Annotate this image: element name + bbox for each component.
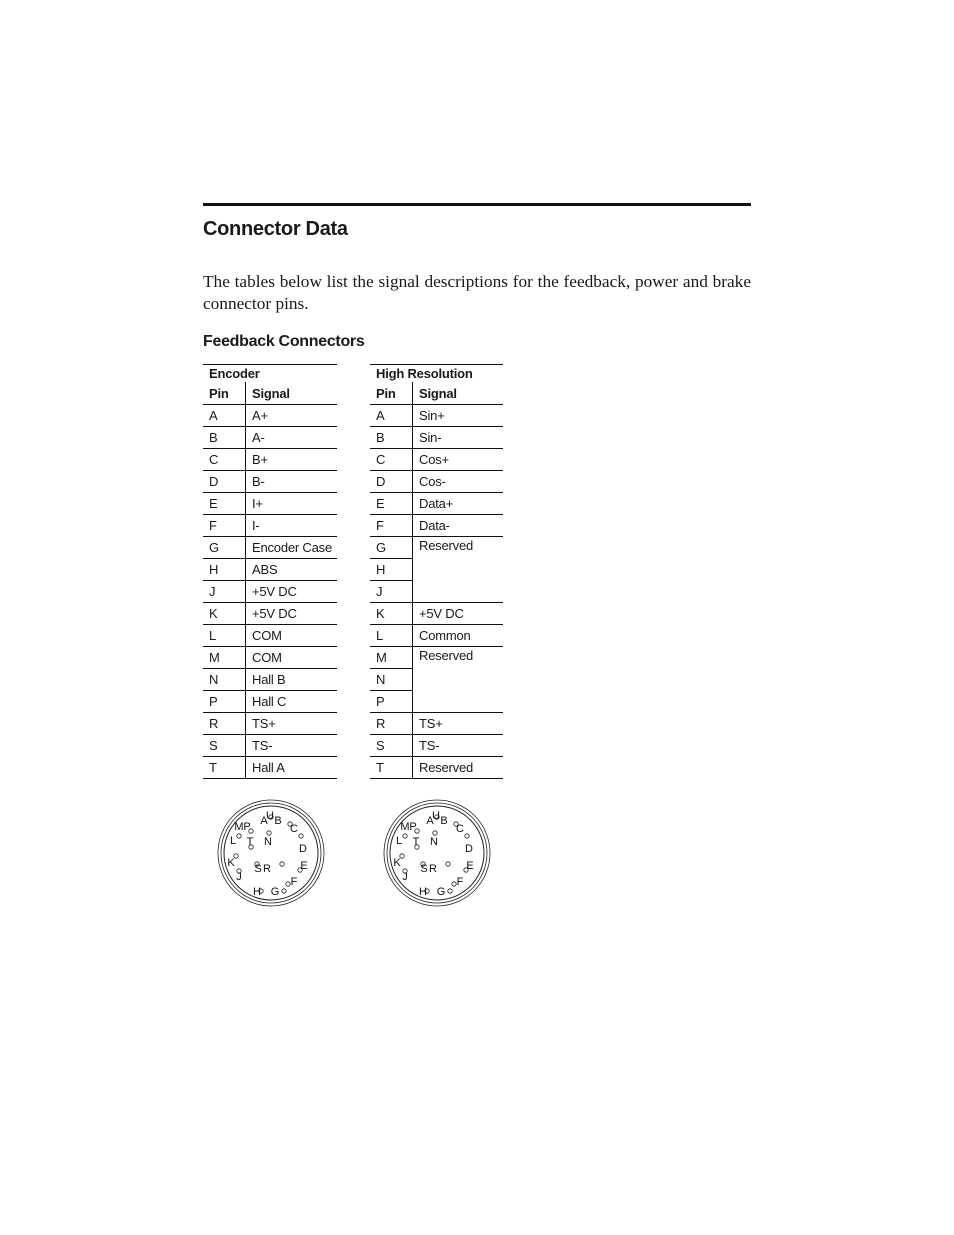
table-row — [203, 647, 337, 669]
signal-cell: COM — [246, 625, 338, 647]
connector-pin-label: C — [456, 823, 464, 835]
table-row — [370, 493, 503, 515]
pin-cell: T — [203, 757, 246, 779]
encoder-connector-diagram — [216, 798, 326, 908]
signal-cell: Data+ — [413, 493, 504, 515]
connector-pin-label: N — [430, 836, 438, 848]
connector-pin-socket — [267, 831, 271, 835]
pin-cell: F — [370, 515, 413, 537]
connector-pin-label: H — [419, 886, 427, 898]
connector-pin-socket — [237, 834, 241, 838]
signal-cell: Cos- — [413, 471, 504, 493]
connector-pin-label: H — [253, 886, 261, 898]
signal-cell: Reserved — [413, 757, 504, 779]
intro-paragraph: The tables below list the signal descriptions for the feedback, power and brake connector pins. — [203, 272, 751, 313]
signal-cell: TS+ — [413, 713, 504, 735]
pin-column-header: Pin — [370, 382, 413, 405]
signal-cell: ABS — [246, 559, 338, 581]
connector-pin-label: M — [400, 821, 410, 833]
signal-cell: TS- — [413, 735, 504, 757]
pin-cell: H — [203, 559, 246, 581]
high-resolution-connector-diagram — [382, 798, 492, 908]
connector-pin-label: G — [436, 886, 446, 898]
table-row — [203, 515, 337, 537]
signal-cell: +5V DC — [246, 603, 338, 625]
signal-cell: I- — [246, 515, 338, 537]
signal-cell: A+ — [246, 405, 338, 427]
connector-pin-label: E — [300, 860, 308, 872]
table-row — [203, 537, 337, 559]
connector-pin-label: C — [290, 823, 298, 835]
pin-cell: P — [203, 691, 246, 713]
table-row — [203, 581, 337, 603]
pin-cell: R — [370, 713, 413, 735]
pin-cell: P — [370, 691, 413, 713]
connector-pin-socket — [280, 862, 284, 866]
connector-pin-socket — [403, 834, 407, 838]
table-row — [370, 735, 503, 757]
connector-pin-socket — [452, 882, 456, 886]
table-row — [203, 449, 337, 471]
pin-cell: E — [203, 493, 246, 515]
high-resolution-pin-table — [370, 364, 503, 779]
connector-pin-label: A — [426, 815, 434, 827]
signal-cell: Encoder Case — [246, 537, 338, 559]
pin-cell: C — [370, 449, 413, 471]
table-row — [370, 427, 503, 449]
signal-cell: Sin- — [413, 427, 504, 449]
table-row — [203, 493, 337, 515]
table-row — [203, 471, 337, 493]
connector-pin-label: D — [465, 843, 473, 855]
table-row — [203, 735, 337, 757]
connector-pin-socket — [282, 889, 286, 893]
table-row — [370, 471, 503, 493]
connector-pin-label: E — [466, 860, 474, 872]
table-row — [370, 449, 503, 471]
table-row — [203, 427, 337, 449]
connector-pin-label: P — [409, 821, 417, 833]
signal-cell: TS- — [246, 735, 338, 757]
table-row — [203, 669, 337, 691]
table-row — [203, 691, 337, 713]
signal-cell: I+ — [246, 493, 338, 515]
pin-cell: K — [370, 603, 413, 625]
table-row — [203, 559, 337, 581]
pin-cell: N — [203, 669, 246, 691]
table-row — [370, 713, 503, 735]
connector-pin-label: B — [440, 815, 448, 827]
connector-pin-label: L — [229, 835, 237, 847]
signal-cell: Hall C — [246, 691, 338, 713]
connector-pin-label: J — [236, 871, 242, 883]
table-row — [203, 713, 337, 735]
table-row — [203, 405, 337, 427]
signal-cell: A- — [246, 427, 338, 449]
pin-cell: C — [203, 449, 246, 471]
table-row — [370, 515, 503, 537]
connector-pin-label: A — [260, 815, 268, 827]
pin-cell: J — [370, 581, 413, 603]
pin-cell: G — [203, 537, 246, 559]
table-row — [203, 603, 337, 625]
table-row — [370, 757, 503, 779]
connector-pin-label: K — [393, 857, 401, 869]
table-row — [370, 647, 503, 669]
connector-pin-label: U — [266, 810, 274, 822]
signal-cell: Hall B — [246, 669, 338, 691]
connector-pin-label: G — [270, 886, 280, 898]
pin-cell: K — [203, 603, 246, 625]
connector-pin-label: S — [420, 863, 428, 875]
connector-pin-label: U — [432, 810, 440, 822]
connector-pin-label: N — [264, 836, 272, 848]
connector-pin-label: R — [429, 863, 437, 875]
pin-cell: E — [370, 493, 413, 515]
pin-cell: A — [370, 405, 413, 427]
connector-pin-label: K — [227, 857, 235, 869]
connector-pin-label: T — [246, 836, 254, 848]
pin-cell: S — [370, 735, 413, 757]
pin-cell: N — [370, 669, 413, 691]
connector-pin-label: J — [402, 871, 408, 883]
connector-pin-label: T — [412, 836, 420, 848]
pin-cell: F — [203, 515, 246, 537]
connector-pin-socket — [465, 834, 469, 838]
connector-pin-label: M — [234, 821, 244, 833]
pin-column-header: Pin — [203, 382, 246, 405]
connector-pin-label: B — [274, 815, 282, 827]
pin-cell: L — [370, 625, 413, 647]
table-row — [370, 537, 503, 559]
signal-cell: Cos+ — [413, 449, 504, 471]
pin-cell: D — [203, 471, 246, 493]
connector-pin-label: F — [456, 876, 464, 888]
connector-pin-label: R — [263, 863, 271, 875]
signal-cell: Hall A — [246, 757, 338, 779]
connector-pin-label: D — [299, 843, 307, 855]
signal-cell: Reserved — [413, 537, 504, 603]
pin-cell: S — [203, 735, 246, 757]
pin-cell: B — [203, 427, 246, 449]
section-rule — [203, 203, 751, 206]
signal-cell: Data- — [413, 515, 504, 537]
encoder-pin-table — [203, 364, 337, 779]
table-row — [370, 603, 503, 625]
signal-cell: +5V DC — [413, 603, 504, 625]
table-title: Encoder — [203, 365, 337, 383]
pin-cell: M — [370, 647, 413, 669]
connector-pin-label: F — [290, 876, 298, 888]
signal-cell: +5V DC — [246, 581, 338, 603]
pin-cell: A — [203, 405, 246, 427]
table-title: High Resolution — [370, 365, 503, 383]
pin-cell: T — [370, 757, 413, 779]
table-row — [203, 757, 337, 779]
signal-cell: Reserved — [413, 647, 504, 713]
connector-pin-socket — [299, 834, 303, 838]
signal-column-header: Signal — [413, 382, 504, 405]
pin-cell: G — [370, 537, 413, 559]
table-row — [370, 405, 503, 427]
signal-cell: B- — [246, 471, 338, 493]
table-row — [370, 625, 503, 647]
table-row — [203, 625, 337, 647]
signal-cell: COM — [246, 647, 338, 669]
connector-pin-label: L — [395, 835, 403, 847]
signal-cell: B+ — [246, 449, 338, 471]
connector-pin-socket — [286, 882, 290, 886]
signal-cell: Sin+ — [413, 405, 504, 427]
connector-pin-socket — [448, 889, 452, 893]
feedback-connectors-subheading: Feedback Connectors — [203, 333, 365, 350]
pin-cell: B — [370, 427, 413, 449]
pin-cell: R — [203, 713, 246, 735]
connector-pin-socket — [446, 862, 450, 866]
pin-cell: J — [203, 581, 246, 603]
signal-column-header: Signal — [246, 382, 338, 405]
signal-cell: TS+ — [246, 713, 338, 735]
pin-cell: D — [370, 471, 413, 493]
section-title: Connector Data — [203, 218, 348, 240]
connector-pin-label: P — [243, 821, 251, 833]
connector-pin-socket — [433, 831, 437, 835]
pin-cell: M — [203, 647, 246, 669]
signal-cell: Common — [413, 625, 504, 647]
pin-cell: H — [370, 559, 413, 581]
connector-pin-label: S — [254, 863, 262, 875]
pin-cell: L — [203, 625, 246, 647]
